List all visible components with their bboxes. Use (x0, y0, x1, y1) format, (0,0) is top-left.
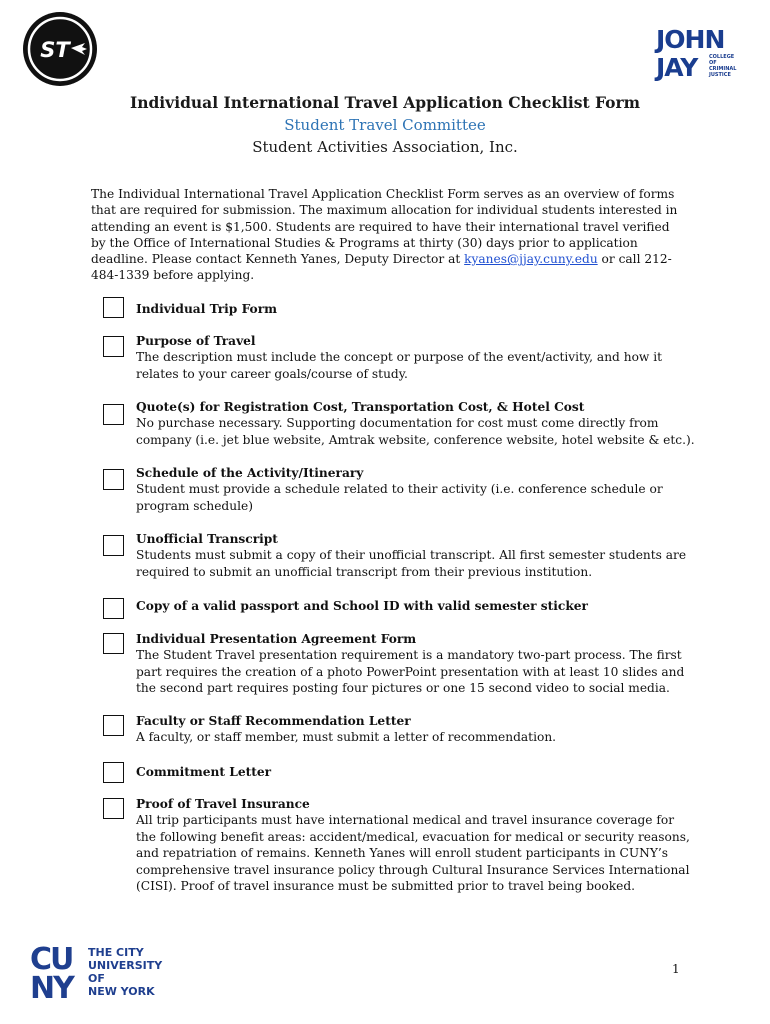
intro-paragraph (91, 186, 681, 284)
john-jay-logo (656, 24, 738, 80)
item-description: Student must provide a schedule related to their activity (i.e. conference schedule or program schedule) (136, 482, 663, 513)
association-name: Student Activities Association, Inc. (252, 138, 518, 156)
checkbox[interactable] (103, 336, 124, 357)
item-title: Schedule of the Activity/Itinerary (136, 466, 364, 480)
svg-text:CRIMINAL: CRIMINAL (709, 66, 737, 72)
intro-text-end: or call 212-484-1339 before applying. (91, 252, 672, 283)
checkbox[interactable] (103, 469, 124, 490)
checkbox[interactable] (103, 535, 124, 556)
page-number: 1 (672, 962, 680, 976)
item-description: A faculty, or staff member, must submit a letter of recommendation. (136, 730, 557, 745)
checkbox[interactable] (103, 633, 124, 654)
item-description: The Student Travel presentation requirement is a mandatory two-part process. The first part requires the creation of a photo PowerPoint presentation with at least 10 slides and the second part requires posting four pictures or one 15 second video to social media. (136, 648, 685, 696)
item-title: Unofficial Transcript (136, 532, 278, 546)
form-title: Individual International Travel Application Checklist Form (129, 93, 641, 112)
cuny-logo (30, 942, 163, 1006)
svg-text:CU: CU (30, 942, 73, 977)
document-header (0, 92, 770, 158)
svg-text:JOHN: JOHN (656, 25, 725, 54)
item-description: Students must submit a copy of their unofficial transcript. All first semester students are required to submit an unofficial transcript from their previous institution. (136, 548, 687, 579)
item-description: No purchase necessary. Supporting documentation for cost must come directly from company (i.e. jet blue website, Amtrak website, conference website, hotel website & etc.). (136, 416, 695, 447)
item-title: Individual Presentation Agreement Form (136, 632, 417, 646)
item-description: All trip participants must have international medical and travel insurance coverage for the following benefit areas: accident/medical, evacuation for medical or security reasons, and repatriation of remains. Kenneth Yanes will enroll student participants in CUNY’s comprehensive travel insurance policy through Cultural Insurance Services International (CISI). Proof of travel insurance must be submitted prior to travel being booked. (136, 813, 690, 894)
svg-text:OF: OF (88, 972, 105, 985)
svg-text:UNIVERSITY: UNIVERSITY (88, 959, 163, 972)
student-travel-logo (21, 10, 99, 88)
item-title: Faculty or Staff Recommendation Letter (136, 714, 411, 728)
svg-text:ST: ST (40, 38, 70, 62)
svg-text:JUSTICE: JUSTICE (709, 72, 731, 78)
svg-text:NY: NY (30, 971, 73, 1006)
item-title: Proof of Travel Insurance (136, 797, 310, 811)
item-title: Purpose of Travel (136, 334, 256, 348)
checkbox[interactable] (103, 762, 124, 783)
checkbox[interactable] (103, 598, 124, 619)
svg-text:OF: OF (709, 60, 717, 66)
svg-text:NEW YORK: NEW YORK (88, 985, 155, 998)
svg-text:COLLEGE: COLLEGE (709, 54, 735, 60)
item-title: Quote(s) for Registration Cost, Transportation Cost, & Hotel Cost (136, 400, 585, 414)
intro-text: The Individual International Travel Application Checklist Form serves as an overview of forms that are required for submission. The maximum allocation for individual students interested in attending an event is $1,500. Students are required to have their international travel verified by the Office of International Studies & Programs at thirty (30) days prior to application deadline. Please contact Kenneth Yanes, Deputy Director at (91, 187, 678, 267)
item-description: The description must include the concept or purpose of the event/activity, and how it relates to your career goals/course of study. (136, 350, 663, 381)
item-title: Commitment Letter (136, 765, 272, 779)
contact-email-link[interactable]: kyanes@jjay.cuny.edu (464, 252, 598, 267)
checkbox[interactable] (103, 715, 124, 736)
checkbox[interactable] (103, 404, 124, 425)
checkbox[interactable] (103, 297, 124, 318)
item-title: Individual Trip Form (136, 302, 278, 316)
svg-text:JAY: JAY (656, 53, 698, 82)
checkbox[interactable] (103, 798, 124, 819)
committee-name: Student Travel Committee (284, 116, 486, 134)
svg-text:THE CITY: THE CITY (88, 946, 144, 959)
item-title: Copy of a valid passport and School ID with valid semester sticker (136, 599, 588, 613)
